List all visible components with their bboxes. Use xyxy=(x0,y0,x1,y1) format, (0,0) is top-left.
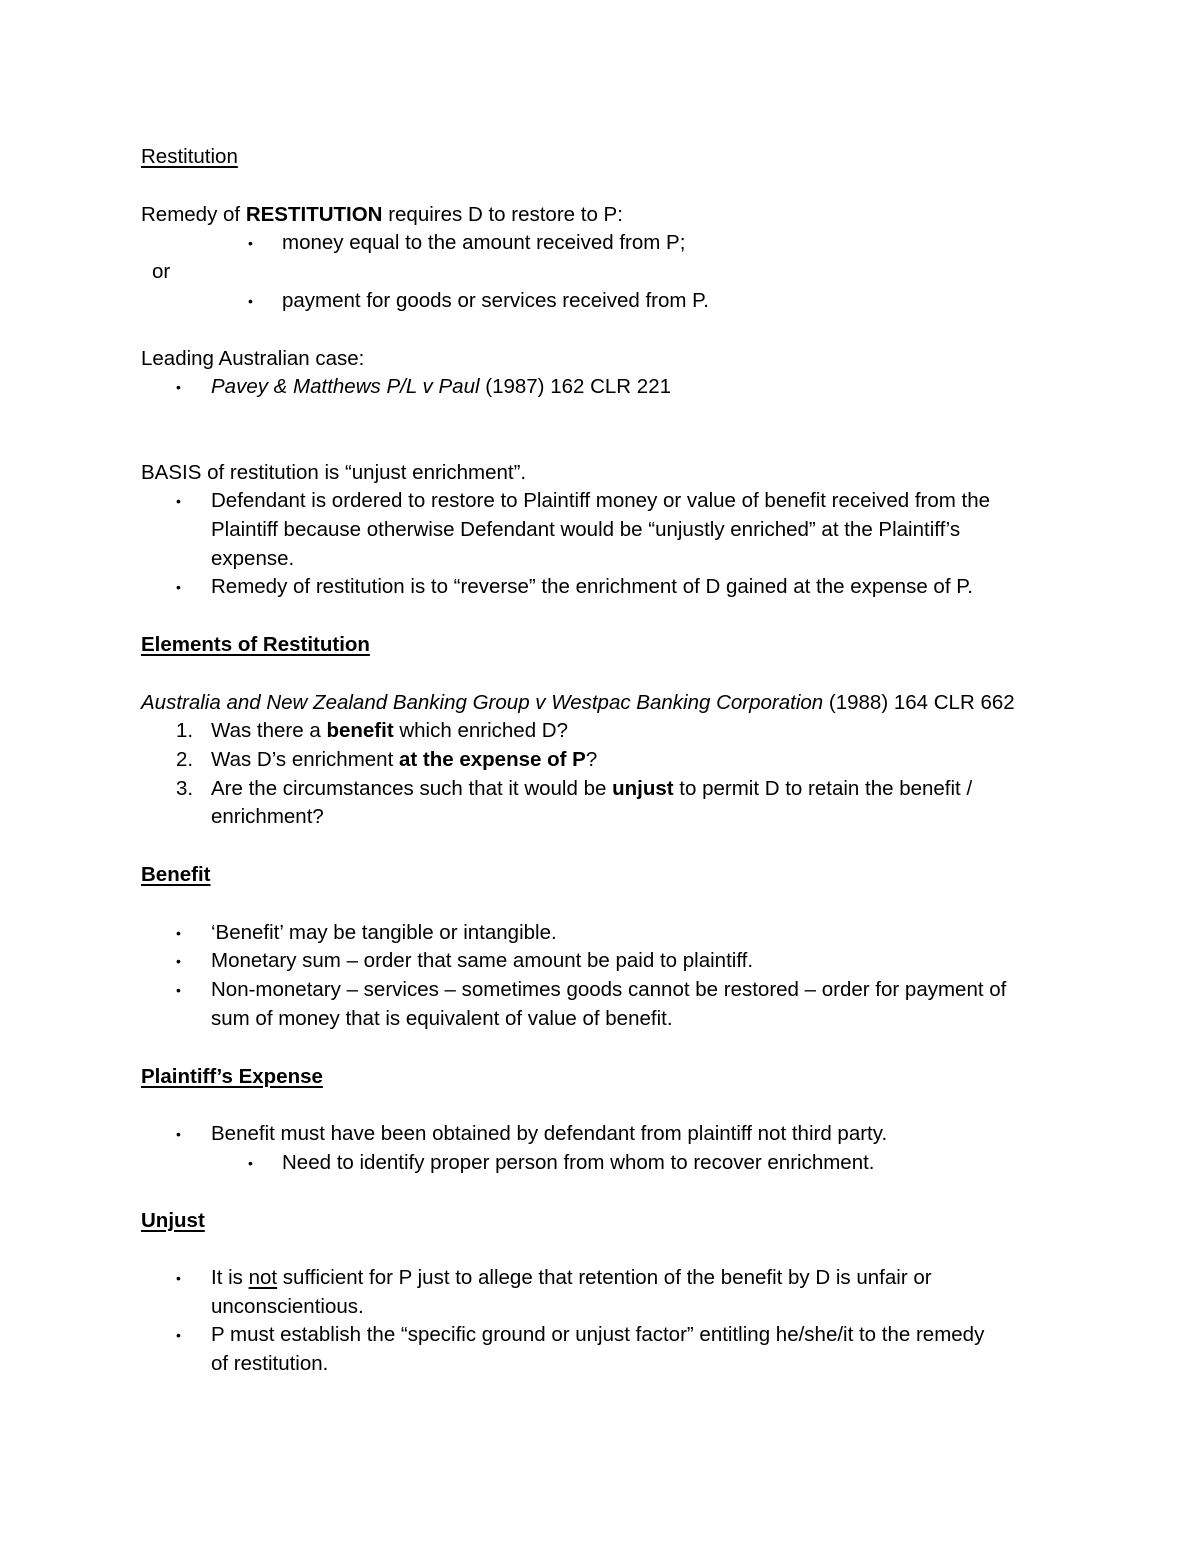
bullet-text: Defendant is ordered to restore to Plaintiff money or value of benefit received from the xyxy=(211,489,991,512)
item-text: Was there a benefit which enriched D? xyxy=(211,719,568,742)
section-heading xyxy=(0,1206,1200,1236)
heading-text: Elements of Restitution xyxy=(141,633,370,656)
numbered-item xyxy=(0,716,1200,746)
title-text: Restitution xyxy=(141,145,238,168)
bullet-icon: • xyxy=(248,235,253,251)
list-item xyxy=(0,486,1200,516)
bullet-icon: • xyxy=(176,493,181,509)
bullet-text: ‘Benefit’ may be tangible or intangible. xyxy=(211,921,557,944)
item-text: Was D’s enrichment at the expense of P? xyxy=(211,748,598,771)
bullet-text: Need to identify proper person from whom to recover enrichment. xyxy=(282,1151,875,1174)
bullet-text: Remedy of restitution is to “reverse” the enrichment of D gained at the expense of P. xyxy=(211,575,973,598)
heading-text: Plaintiff’s Expense xyxy=(141,1065,323,1088)
bullet-text: Monetary sum – order that same amount be paid to plaintiff. xyxy=(211,949,754,972)
list-item xyxy=(0,572,1200,602)
numbered-item-continuation xyxy=(0,802,1200,832)
case-citation xyxy=(0,688,1200,718)
bullet-icon: • xyxy=(176,925,181,941)
connector-line xyxy=(0,257,1200,287)
bullet-icon: • xyxy=(176,982,181,998)
case-citation: Pavey & Matthews P/L v Paul (1987) 162 CLR 221 xyxy=(211,375,672,398)
bullet-icon: • xyxy=(176,1327,181,1343)
bullet-text: sum of money that is equivalent of value of benefit. xyxy=(211,1007,673,1030)
leading-case-label xyxy=(0,344,1200,374)
basis-line xyxy=(0,458,1200,488)
intro-text: Remedy of RESTITUTION requires D to restore to P: xyxy=(141,203,623,226)
item-text: Are the circumstances such that it would be unjust to permit D to retain the benefit / xyxy=(211,777,973,800)
list-item xyxy=(0,975,1200,1005)
bullet-icon: • xyxy=(176,953,181,969)
citation-text: Australia and New Zealand Banking Group v Westpac Banking Corporation (1988) 164 CLR 662 xyxy=(141,691,1015,714)
bullet-text: of restitution. xyxy=(211,1352,329,1375)
bullet-text: Benefit must have been obtained by defendant from plaintiff not third party. xyxy=(211,1122,888,1145)
bullet-icon: • xyxy=(176,1126,181,1142)
list-item-continuation xyxy=(0,515,1200,545)
list-item xyxy=(0,286,1200,316)
bullet-text: P must establish the “specific ground or unjust factor” entitling he/she/it to the remedy xyxy=(211,1323,985,1346)
bullet-icon: • xyxy=(176,379,181,395)
bullet-text: Non-monetary – services – sometimes goods cannot be restored – order for payment of xyxy=(211,978,1007,1001)
heading-text: Benefit xyxy=(141,863,211,886)
bullet-text: unconscientious. xyxy=(211,1295,364,1318)
item-number: 3. xyxy=(176,777,194,800)
bullet-text: expense. xyxy=(211,547,295,570)
page-title xyxy=(0,142,1200,172)
option-text: payment for goods or services received from P. xyxy=(282,289,709,312)
list-item-continuation xyxy=(0,1292,1200,1322)
bullet-text: It is not sufficient for P just to allege that retention of the benefit by D is unfair or xyxy=(211,1266,932,1289)
list-item-continuation xyxy=(0,544,1200,574)
list-item-continuation xyxy=(0,1349,1200,1379)
label-text: Leading Australian case: xyxy=(141,347,365,370)
section-heading xyxy=(0,630,1200,660)
item-number: 2. xyxy=(176,748,194,771)
list-item xyxy=(0,946,1200,976)
section-heading xyxy=(0,860,1200,890)
heading-text: Unjust xyxy=(141,1209,205,1232)
sub-list-item xyxy=(0,1148,1200,1178)
bullet-icon: • xyxy=(248,1155,253,1171)
connector-text: or xyxy=(152,260,171,283)
list-item xyxy=(0,1119,1200,1149)
list-item-continuation xyxy=(0,1004,1200,1034)
numbered-item xyxy=(0,774,1200,804)
bullet-icon: • xyxy=(176,1270,181,1286)
list-item xyxy=(0,372,1200,402)
numbered-item xyxy=(0,745,1200,775)
list-item xyxy=(0,1320,1200,1350)
bullet-text: Plaintiff because otherwise Defendant would be “unjustly enriched” at the Plaintiff’s xyxy=(211,518,961,541)
section-heading xyxy=(0,1062,1200,1092)
intro-line xyxy=(0,200,1200,230)
bullet-icon: • xyxy=(176,579,181,595)
bullet-icon: • xyxy=(248,293,253,309)
list-item xyxy=(0,918,1200,948)
list-item xyxy=(0,228,1200,258)
item-number: 1. xyxy=(176,719,194,742)
item-text: enrichment? xyxy=(211,805,324,828)
option-text: money equal to the amount received from P; xyxy=(282,231,686,254)
basis-text: BASIS of restitution is “unjust enrichment”. xyxy=(141,461,527,484)
list-item xyxy=(0,1263,1200,1293)
